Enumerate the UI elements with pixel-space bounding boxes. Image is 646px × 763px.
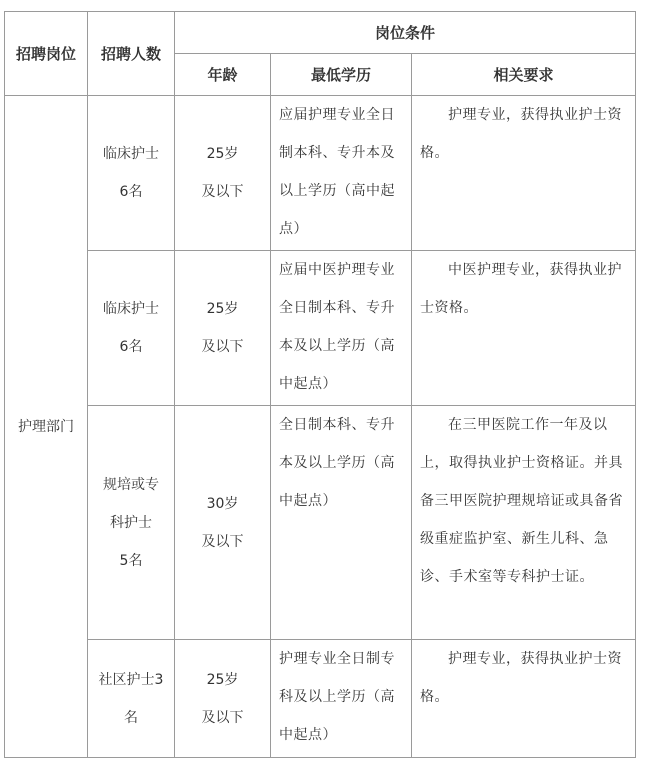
age-value: 25岁 [206, 146, 239, 162]
table-row [5, 251, 636, 406]
education-cell [271, 406, 412, 640]
header-position: 招聘岗位 [5, 12, 88, 96]
requirements-text: 中医护理专业，获得执业护士资格。 [420, 262, 622, 316]
age-qualifier: 及以下 [201, 533, 244, 550]
table-row [5, 640, 636, 758]
position-name-cont: 科护士 [110, 514, 152, 531]
position-cell [88, 96, 175, 251]
education-text: 应届中医护理专业全日制本科、专升本及以上学历（高中起点） [279, 262, 395, 392]
position-count: 6名 [119, 184, 143, 200]
position-cell [88, 406, 175, 640]
requirements-text: 护理专业，获得执业护士资格。 [420, 651, 622, 705]
position-name: 社区护士3 [98, 671, 164, 688]
education-text: 全日制本科、专升本及以上学历（高中起点） [279, 417, 395, 509]
header-education: 最低学历 [271, 54, 412, 96]
age-cell [175, 251, 271, 406]
age-qualifier: 及以下 [201, 339, 244, 355]
table-row [5, 406, 636, 640]
education-text: 应届护理专业全日制本科、专升本及以上学历（高中起点） [279, 107, 395, 237]
education-cell [271, 251, 412, 406]
position-name: 临床护士 [103, 146, 159, 162]
education-cell [271, 640, 412, 758]
age-value: 25岁 [206, 671, 239, 688]
age-cell [175, 640, 271, 758]
position-count: 5名 [119, 552, 143, 569]
age-value: 30岁 [206, 495, 239, 512]
requirements-text: 在三甲医院工作一年及以上，取得执业护士资格证。并具备三甲医院护理规培证或具备省级重症监护室、新生儿科、急诊、手术室等专科护士证。 [420, 417, 623, 585]
header-age: 年龄 [175, 54, 271, 96]
header-count: 招聘人数 [88, 12, 175, 96]
requirements-text: 护理专业，获得执业护士资格。 [420, 107, 622, 161]
position-count: 名 [124, 709, 138, 726]
position-cell [88, 640, 175, 758]
recruitment-table [4, 11, 636, 758]
age-value: 25岁 [206, 301, 239, 317]
header-row-1 [5, 12, 636, 54]
header-requirements: 相关要求 [412, 54, 636, 96]
requirements-cell [412, 96, 636, 251]
department-cell [5, 96, 88, 758]
education-text: 护理专业全日制专科及以上学历（高中起点） [279, 651, 395, 743]
education-cell [271, 96, 412, 251]
age-cell [175, 96, 271, 251]
position-name: 规培或专 [103, 476, 159, 493]
table-row [5, 96, 636, 251]
age-cell [175, 406, 271, 640]
age-qualifier: 及以下 [201, 184, 244, 200]
position-name: 临床护士 [103, 301, 159, 317]
age-qualifier: 及以下 [201, 709, 244, 726]
header-conditions: 岗位条件 [175, 12, 636, 54]
position-cell [88, 251, 175, 406]
requirements-cell [412, 640, 636, 758]
department-label: 护理部门 [18, 418, 74, 435]
position-count: 6名 [119, 339, 143, 355]
requirements-cell [412, 406, 636, 640]
requirements-cell [412, 251, 636, 406]
